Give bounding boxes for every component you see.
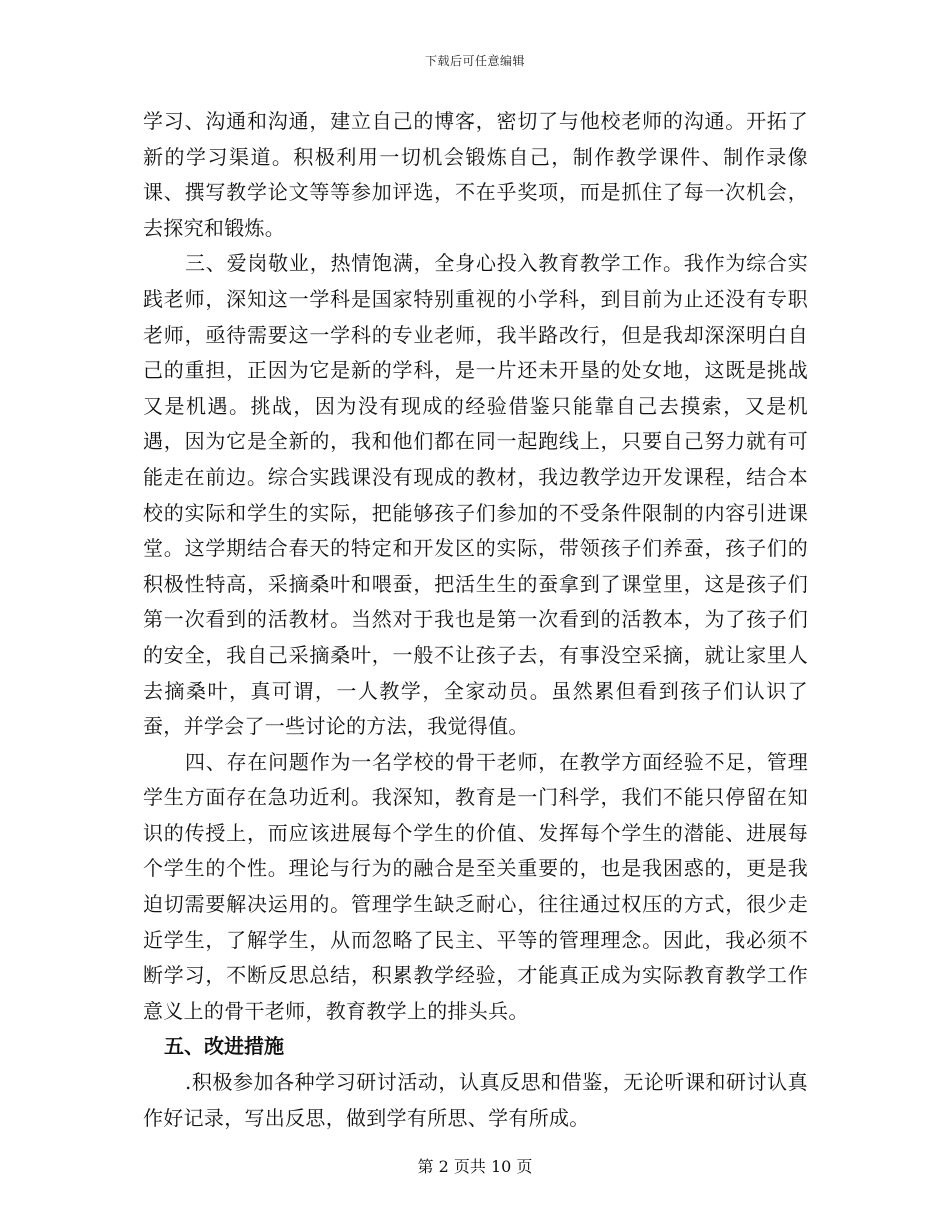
paragraph-improvement-measure: .积极参加各种学习研讨活动，认真反思和借鉴，无论听课和研讨认真作好记录，写出反思，做到学有所思、学有所成。	[143, 1070, 808, 1130]
paragraph-continuation: 学习、沟通和沟通，建立自己的博客，密切了与他校老师的沟通。开拓了新的学习渠道。积极利用一切机会锻炼自己，制作教学课件、制作录像课、撰写教学论文等等参加评选，不在乎奖项，而是抓住了每一次机会，去探究和锻炼。	[143, 109, 808, 240]
page-header-note: 下载后可任意编辑	[424, 54, 525, 68]
document-body	[143, 104, 808, 1136]
paragraph-section-four: 四、存在问题作为一名学校的骨干老师，在教学方面经验不足，管理学生方面存在急功近利。我深知，教育是一门科学，我们不能只停留在知识的传授上，而应该进展每个学生的价值、发挥每个学生的潜能、进展每个学生的个性。理论与行为的融合是至关重要的，也是我困惑的，更是我迫切需要解决运用的。管理学生缺乏耐心，往往通过权压的方式，很少走近学生，了解学生，从而忽略了民主、平等的管理理念。因此，我必须不断学习，不断反思总结，积累教学经验，才能真正成为实际教育教学工作意义上的骨干老师，教育教学上的排头兵。	[143, 749, 808, 1023]
paragraph-section-three: 三、爱岗敬业，热情饱满，全身心投入教育教学工作。我作为综合实践老师，深知这一学科是国家特别重视的小学科，到目前为止还没有专职老师，亟待需要这一学科的专业老师，我半路改行，但是我却深深明白自己的重担，正因为它是新的学科，是一片还未开垦的处女地，这既是挑战又是机遇。挑战，因为没有现成的经验借鉴只能靠自己去摸索，又是机遇，因为它是全新的，我和他们都在同一起跑线上，只要自己努力就有可能走在前边。综合实践课没有现成的教材，我边教学边开发课程，结合本校的实际和学生的实际，把能够孩子们参加的不受条件限制的内容引进课堂。这学期结合春天的特定和开发区的实际，带领孩子们养蚕，孩子们的积极性特高，采摘桑叶和喂蚕，把活生生的蚕拿到了课堂里，这是孩子们第一次看到的活教材。当然对于我也是第一次看到的活教本，为了孩子们的安全，我自己采摘桑叶，一般不让孩子去，有事没空采摘，就让家里人去摘桑叶，真可谓，一人教学，全家动员。虽然累但看到孩子们认识了蚕，并学会了一些讨论的方法，我觉得值。	[143, 251, 808, 739]
section-heading-five: 五、改进措施	[164, 1034, 284, 1059]
page-number-footer: 第 2 页共 10 页	[417, 1157, 533, 1176]
